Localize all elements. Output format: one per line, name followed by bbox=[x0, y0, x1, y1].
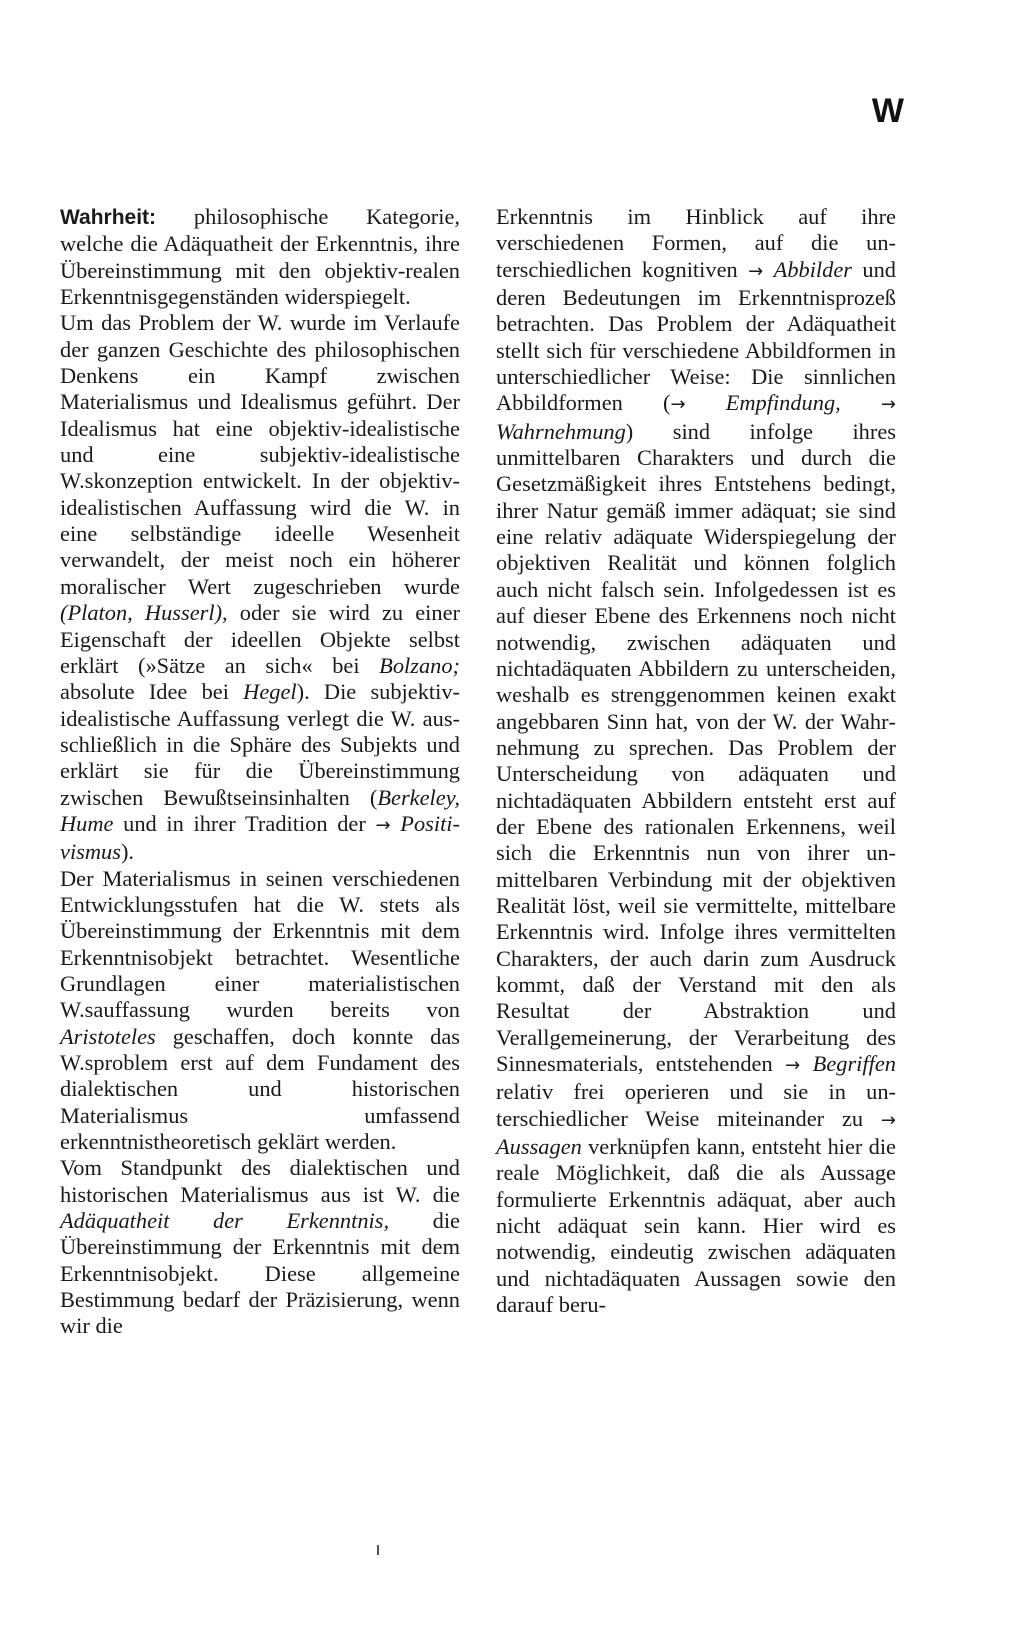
cross-reference-arrow-icon: → bbox=[748, 260, 764, 282]
text-run bbox=[391, 811, 401, 836]
italic-term: Berkeley, Hume bbox=[60, 784, 460, 836]
text-run: ). bbox=[120, 839, 135, 865]
cross-reference-arrow-icon: → bbox=[375, 814, 391, 836]
text-run: philosophische Kategorie, welche die Adäquatheit der Erkenntnis, ihre Übereinstimmung mit den objektiv-realen Erkenntnisgegenständen widerspiegelt. bbox=[60, 204, 460, 310]
right-column bbox=[496, 204, 896, 1318]
text-run: Erkenntnis im Hinblick auf ihre verschiedenen Formen, auf die unterschiedlichen kognitiven bbox=[496, 204, 896, 282]
italic-term: Empfindung, bbox=[725, 390, 841, 416]
italic-term: Adäquatheit der Erkenntnis, bbox=[60, 1208, 390, 1234]
italic-term: Positivismus bbox=[60, 810, 460, 865]
section-letter: W bbox=[871, 92, 904, 130]
entry-keyword: Wahrheit: bbox=[60, 206, 157, 229]
text-run bbox=[841, 390, 881, 415]
text-run: ). Die subjektiv-idealistische Auffassung verlegt die W. ausschließlich in die Sphäre des Subjekts und erklärt sie für die Übereinstimmung zwischen Bewußtseinsinhalten ( bbox=[60, 679, 460, 810]
paragraph-forms-of-knowledge bbox=[496, 204, 896, 1318]
text-run: absolute Idee bei bbox=[60, 679, 244, 705]
text-run bbox=[763, 257, 773, 282]
italic-term: Aristoteles bbox=[60, 1023, 156, 1049]
cross-reference-arrow-icon: → bbox=[880, 1109, 896, 1131]
left-column bbox=[60, 204, 460, 1340]
italic-term: Wahrnehmung bbox=[496, 418, 626, 444]
text-run: relativ frei operieren und sie in unterschiedlicher Weise miteinander zu bbox=[496, 1079, 896, 1131]
scan-mark bbox=[377, 1545, 379, 1555]
paragraph-dialectical bbox=[60, 1155, 460, 1339]
italic-term: Begriffen bbox=[812, 1051, 896, 1076]
cross-reference-arrow-icon: → bbox=[880, 394, 896, 416]
text-run: oder sie wird zu einer Eigenschaft der ideellen Objekte selbst erklärt (»Sätze an sich« bei bbox=[60, 600, 460, 678]
text-run bbox=[800, 1051, 812, 1076]
italic-term: Hegel bbox=[243, 679, 297, 705]
cross-reference-arrow-icon: → bbox=[785, 1055, 801, 1076]
text-run bbox=[686, 390, 726, 415]
cross-reference-arrow-icon: → bbox=[670, 394, 686, 416]
italic-term: Bolzano; bbox=[379, 652, 460, 678]
entry-definition bbox=[60, 204, 460, 310]
text-run: geschaffen, doch konnte das W.sproblem erst auf dem Fundament des dialektischen und historischen Materialismus umfassend erkenntnistheoretisch geklärt werden. bbox=[60, 1023, 460, 1155]
text-run: und in ihrer Tradition der bbox=[113, 810, 376, 836]
text-run: ) sind infolge ihres unmittelbaren Charakters und durch die Gesetzmäßigkeit ihres Entstehens bedingt, ihrer Natur gemäß immer adäquat; sie sind eine relativ adäquate Widerspiegelung der objektiven Realität und können folglich auch nicht falsch sein. Infolgedessen ist es auf dieser Ebene des Erkennens noch nicht notwendig, zwischen adäquaten und nichtadäquaten Abbildern zu unterscheiden, weshalb es strenggenommen keinen exakt angebbaren Sinn hat, von der W. der Wahrnehmung zu sprechen. Das Problem der Unterscheidung von adäquaten und nichtadäquaten Abbildern entsteht erst auf der Ebene des rationalen Erkennens, weil sich die Erkenntnis nun von ihrer unmittelbaren Verbindung mit der objektiven Realität löst, weil sie vermittelte, mittelbare Erkenntnis wird. Infolge ihres vermittelten Charakters, der auch darin zum Ausdruck kommt, daß der Verstand mit den als Resultat der Abstraktion und Verallgemeinerung, der Verarbeitung des Sinnesmaterials, entstehenden bbox=[496, 418, 896, 1076]
text-run: und deren Bedeutungen im Erkenntnisprozeß betrachten. Das Problem der Adäquatheit stellt sich für verschiedene Abbildformen in unterschiedlicher Weise: Die sinnlichen Abbildformen ( bbox=[496, 256, 896, 416]
paragraph-materialism bbox=[60, 866, 460, 1156]
text-run: Der Materialismus in seinen verschiedenen Entwicklungsstufen hat die W. stets als Übereinstimmung der Erkenntnis mit dem Erkenntnisobjekt betrachtet. Wesentliche Grundlagen einer materialistischen W.sauffassung wurden bereits von bbox=[60, 865, 460, 1023]
italic-term: (Platon, Husserl), bbox=[60, 600, 228, 626]
text-run: verknüpfen kann, entsteht hier die reale Möglichkeit, daß die als Aussage formulierte Erkenntnis adäquat, aber auch nicht adäquat sein kann. Hier wird es notwendig, eindeutig zwischen adäquaten und nichtadäquaten Aussagen sowie den darauf beru- bbox=[496, 1134, 896, 1318]
italic-term: Abbilder bbox=[773, 256, 852, 282]
text-run: Vom Standpunkt des dialektischen und historischen Materialismus aus ist W. die bbox=[60, 1155, 460, 1207]
italic-term: Aussagen bbox=[496, 1134, 582, 1160]
text-run: Um das Problem der W. wurde im Verlaufe der ganzen Geschichte des philosophischen Denkens ein Kampf zwischen Materialismus und Idealismus geführt. Der Idealismus hat eine objektiv-idealistische und eine subjektiv-idealistische W.skonzeption entwickelt. In der objektiv-idealistischen Auffassung wird die W. in eine selbständige ideelle Wesenheit verwandelt, der meist noch ein höherer moralischer Wert zugeschrieben wurde bbox=[60, 310, 460, 599]
text-run: die Übereinstimmung der Erkenntnis mit dem Erkenntnisobjekt. Diese allgemeine Bestimmung bedarf der Präzisierung, wenn wir die bbox=[60, 1208, 460, 1339]
paragraph-history bbox=[60, 310, 460, 865]
